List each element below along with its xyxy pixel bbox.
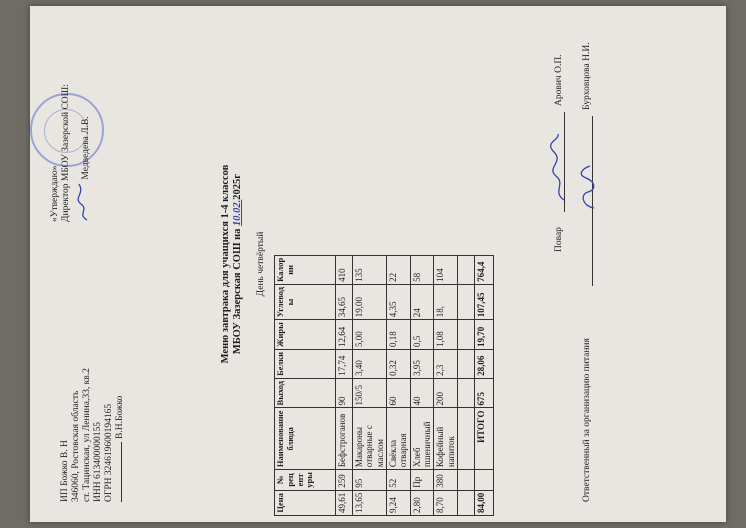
table-cell [458,255,475,284]
table-cell [458,470,475,491]
table-cell: 60 [387,378,411,408]
cook-name: Арович О.П. [554,54,564,106]
signature-line [121,442,122,502]
table-cell: 22 [387,255,411,284]
table-cell: Макароны отварные с маслом [353,408,387,470]
table-cell: 259 [336,470,353,491]
col-header: № рец епт уры [275,470,336,491]
approval-block [50,12,92,222]
table-cell: 13,65 [353,490,387,515]
table-row-empty [458,255,475,515]
responsible-signature-icon [578,162,598,212]
total-cell: 28,06 [475,349,494,378]
table-row [387,255,411,515]
approved-label: «Утверждаю» [50,165,60,222]
table-cell: 9,24 [387,490,411,515]
responsible-signature-row [578,22,606,502]
supplier-address-2: ст. Тацинская, ул Ленина,33, кв.2 [81,368,92,502]
cook-signature-icon [550,132,568,202]
table-cell: 52 [387,470,411,491]
table-cell: 104 [434,255,458,284]
title-year: 2025г [232,173,244,200]
supplier-name: ИП Божко В. Н [60,440,70,502]
table-row [410,255,434,515]
col-header: Белки [275,349,336,378]
total-cell: 84,00 [475,490,494,515]
total-cell: 675 [475,378,494,408]
total-label: ИТОГО [475,408,494,470]
menu-title [220,6,244,522]
cook-label: Повар [554,227,564,252]
supplier-signature-row [115,282,126,502]
table-cell: 135 [353,255,387,284]
table-cell: 12,64 [336,320,353,350]
document-page [30,6,726,522]
table-cell: 0,5 [410,320,434,350]
supplier-signer: В.Н.Божко [114,395,125,439]
table-total-row [475,255,494,515]
table-row [336,255,353,515]
table-cell: 200 [434,378,458,408]
director-signature-icon [75,182,91,222]
total-cell: 19,70 [475,320,494,350]
table-cell [458,378,475,408]
supplier-inn: ИНН 613400000155 [92,422,103,502]
table-cell: 40 [410,378,434,408]
col-header: Цена [275,490,336,515]
table-cell: 24 [410,284,434,319]
total-cell: 107,45 [475,284,494,319]
table-cell: 410 [336,255,353,284]
menu-table [274,255,494,516]
title-school: МБОУ Зазерская СОШ на [232,228,244,355]
col-header: Наименование блюда [275,408,336,470]
table-cell: 58 [410,255,434,284]
table-cell: 34,65 [336,284,353,319]
table-row [434,255,458,515]
responsible-label: Ответственный за организацию питания [582,338,592,502]
table-cell: 150/5 [353,378,387,408]
table-cell: 18, [434,284,458,319]
supplier-address-1: 346060, Ростовская область [70,390,81,502]
total-cell [475,470,494,491]
table-cell: 5,00 [353,320,387,350]
cook-signature-row [550,22,578,502]
title-line-2 [232,6,244,522]
table-cell: 4,35 [387,284,411,319]
table-cell: 2,3 [434,349,458,378]
table-cell: 3,40 [353,349,387,378]
col-header: Углевод ы [275,284,336,319]
table-cell: 17,74 [336,349,353,378]
signatures-block [550,22,606,502]
table-cell: 8,70 [434,490,458,515]
table-cell: Хлеб пшеничный [410,408,434,470]
table-cell: 0,32 [387,349,411,378]
table-cell [458,320,475,350]
responsible-name: Бурховцова Н.И. [582,42,592,110]
table-cell: 1,08 [434,320,458,350]
director-signature-row [72,12,92,222]
table-cell: 95 [353,470,387,491]
table-cell: 2,80 [410,490,434,515]
col-header: Выход [275,378,336,408]
table-cell: 0,18 [387,320,411,350]
table-row [353,255,387,515]
table-cell: Кофейный напиток [434,408,458,470]
table-cell: 90 [336,378,353,408]
table-cell [458,349,475,378]
handwritten-date: 10.02. [232,199,244,226]
col-header: Калор ии [275,255,336,284]
day-label: День четвёртый [256,231,266,297]
supplier-ogrn: ОГРН 324619600194165 [103,403,114,502]
director-position: Директор МБОУ Зазерской СОШ: [60,84,71,222]
menu-document-sheet [30,6,726,522]
table-cell: 49,61 [336,490,353,515]
table-cell: 3,95 [410,349,434,378]
director-name: Медведева Л.В. [80,116,91,180]
table-cell: Бефстроганов [336,408,353,470]
total-cell: 764,4 [475,255,494,284]
table-cell [458,408,475,470]
title-line-1: Меню завтрака для учащихся 1-4 классов [220,164,231,364]
table-cell: Пр [410,470,434,491]
table-cell: Свёкла отварная [387,408,411,470]
table-cell: 19,00 [353,284,387,319]
supplier-block [60,282,126,502]
table-cell [458,490,475,515]
table-cell [458,284,475,319]
col-header: Жиры [275,320,336,350]
table-cell: 380 [434,470,458,491]
table-header-row [275,255,336,515]
